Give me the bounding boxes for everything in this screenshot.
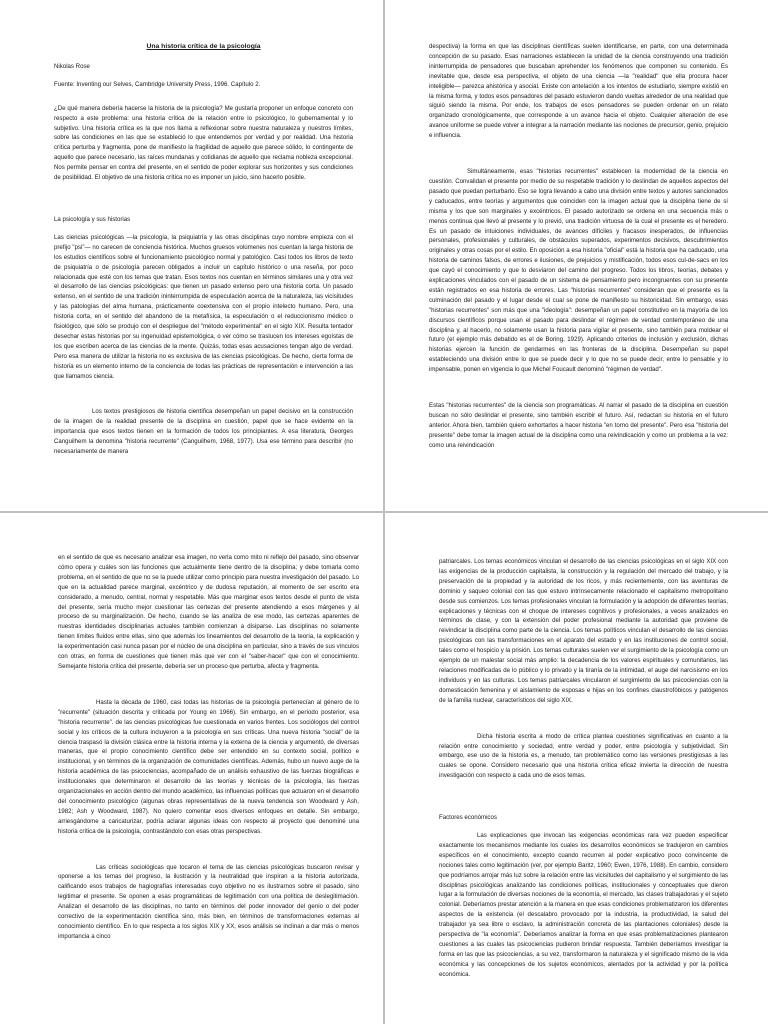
source-line: Fuente: Inventing our Selves, Cambridge University Press, 1996. Capítulo 2.	[54, 80, 261, 88]
body-paragraph: Dicha historia escrita a modo de crítica plantea cuestiones significativas en cuanto a la relación entre conocimiento y sociedad, entre verdad y poder, entre psicología y subjetividad. Sin embargo, ese uso de la historia es, a menudo, tan problemático como las versiones prestigiosas a las cuales se opone. Considero necesario que una historia crítica eficaz invierta la dirección de nuestra investigación con respecto a cada uno de esos temas.	[439, 732, 728, 780]
spacer	[429, 387, 728, 401]
body-paragraph: Las ciencias psicológicas —la psicología, la psiquiatría y las otras disciplinas cuyo nombre empieza con el prefijo "psi"— no carecen de conciencia histórica. Muchos gruesos volúmenes nos cuentan la larga historia de los estudios científicos sobre el funcionamiento psicológico normal y patológico. Casi todos los libros de texto de psiquiatría o de psicología parecen obligados a incluir un capítulo histórico o una reseña, por poco relacionada que esté con los temas que tratan. Esos textos nos cuentan en términos similares una y otra vez el desarrollo de las ciencias psicológicas: que tienen un pasado extenso pero una historia corta. Un pasado extenso, en el sentido de una tradición ininterrumpida de especulación acerca de la naturaleza, las vicisitudes y las patologías del alma humana, prácticamente coextensiva con el propio intelecto humano. Pero, una historia corta, en el sentido del abandono de la metafísica, la especulación o el reduccionismo médico o fisiológico, que sólo se produjo con el despliegue del "método experimental" en el siglo XIX. Resulta tentador desechar estas historias por su ingenuidad epistemológica, o ver cómo se traslucen los intereses egoístas de los que escriben acerca de las ciencias de la mente. Quizás, todas esas acusaciones tengan algo de verdad. Pero esa manera de utilizar la historia no es exclusiva de las ciencias psicológicas. De hecho, cierta forma de historia es un elemento interno de la conciencia de todas las prácticas de representación e intervención a las que llamamos ciencia.	[54, 233, 353, 380]
section-heading: Factores económicos	[439, 814, 497, 822]
document-title: Una historia crítica de la psicología	[146, 43, 261, 50]
spacer	[54, 72, 353, 80]
body-paragraph: Hasta la década de 1960, casi todas las historias de la psicología pertenecían al género de lo "recurrente" (situación descrita y criticada por Young en 1966). Sin embargo, en el período posterior, esa "historia recurrente". de las ciencias psicológicas fue cuestionada en varios frentes. Los sociólogos del control social y los críticos de la cultura incluyeron a la psicología en sus críticas. Una nueva historia "social" de la ciencia traspasó la división clásica entre la historia interna y la externa de la ciencia y argumentó, de diversas maneras, que el propio conocimiento científico debe ser entendido en su contexto social, político e institucional, y en términos de la organización de comunidades científicas. Además, hubo un nuevo auge de la historia académica de las psicociencias, acompañado de un análisis exhaustivo de las fuerzas biográficas e institucionales que determinaron el desarrollo de las teorías y técnicas de la psicología, las fuerzas organizacionales en acción dentro del mundo académico, las influencias políticas que actuaron en el desarrollo del conocimiento psicológico (algunas obras representativas de la nueva tendencia son Woodward y Ash, 1982; Ash y Woodward, 1987). No quiero comentar esos diversos enfoques en detalle. Sin embargo, arriesgándome a caricaturizar, podría aclarar algunas ideas con respecto al proyecto que denominé una historia crítica de la psicología, contrastándolo con esas otras perspectivas.	[58, 698, 359, 835]
body-paragraph: Estas "historias recurrentes" de la ciencia son programáticas. Al narrar el pasado de la disciplina en cuestión buscan no sólo deslindar el presente, sino también escribir el futuro. Así, redactan su historia en el futuro anterior. Ahora bien, también quiero exhortarlos a hacer historia "en torno del presente". Pero esa "historia del presente" debe tomar la imagen actual de la disciplina como una reivindicación y como un problema a la vez: como una reivindicación	[429, 402, 728, 449]
spacer	[54, 393, 353, 407]
page-4	[385, 513, 768, 1024]
author-line: Nikolas Rose	[54, 62, 90, 70]
body-paragraph: en el sentido de que es necesario analizar esa imagen, no verla como mito ni reflejo del pasado, sino observar cómo opera y cuáles son las funciones que actualmente tiene dentro de la disciplina; y debe tomarla como problema, en el sentido de que no se la puede utilizar como principio para nuestra investigación del pasado. Lo que en la actualidad parece marginal, excéntrico y de dudosa reputación, al momento de ser escrito era considerado, a menudo, central, normal y respetable. Más que marginar esos textos desde el punto de vista del presente, sería mucho mejor cuestionar las certezas del presente atendiendo a esos márgenes y al proceso de su marginalización. De hecho, cuando se las analiza de ese modo, las certezas aparentes de nuestras identidades disciplinarias actuales también comienzan a disiparse. Las disciplinas no solamente tienen límites fluidos entre ellas, sino que además los lineamientos del desarrollo de la teoría, la explicación y la experimentación casi nunca pasan por el núcleo de una disciplina en particular, sino a través de sus vínculos con otras, en forma de cuestiones que tienen más que ver con el "saber-hacer" que con el conocimiento. Semejante historia crítica del presente, debería ser un proceso que perturba, afecta y fragmenta.	[58, 554, 359, 670]
spacer	[58, 849, 359, 863]
spacer	[54, 195, 353, 209]
section-heading: La psicología y sus historias	[54, 215, 131, 223]
page-3	[0, 513, 383, 1024]
page-2	[385, 0, 768, 511]
body-paragraph: Simultáneamente, esas "historias recurrentes" establecen la modernidad de la ciencia en cuestión. Convalidan el presente por medio de su respetable tradición y lo deslindan de aquellos aspectos del pasado que puedan perturbarlo. Eso se logra llevando a cabo una división entre textos y autores sancionados y caducados, entre teorías y argumentos que coinciden con la imagen actual que la disciplina tiene de sí misma y los que son marginales y excéntricos. El pasado autorizado se ordena en una secuencia más o menos continua que llevó al presente y lo previó, una tradición virtuosa de la cual el presente es el heredero. Es un pasado de intuiciones individuales, de avances difíciles y fracasos inesperados, de influencias personales, profesionales y culturales, de obstáculos superados, experimentos decisivos, descubrimientos originales y otras cosas por el estilo. En oposición a esa historia "oficial" está la historia que ha caducado, una historia de caminos falsos, de errores e ilusiones, de prejuicios y mistificación, todos esos cul-de-sacs en los que cayó el conocimiento y que lo desviaron del camino del progreso. Todos los libros, teorías, debates y explicaciones vinculados con el pasado de un sistema de pensamiento pero incongruentes con su presente están registrados en esa historia de errores. Las "historias recurrentes" consideran que el presente es la culminación del pasado y el lugar desde el cual se pone de manifiesto su historicidad. Sin embargo, esas "historias recurrentes" son más que una "ideología": desempeñan un papel constitutivo en la mayoría de los discursos científicos porque usan el pasado para deslindar el régimen de verdad contemporáneo de una disciplina y, al hacerlo, no solamente usan la historia para vigilar el presente, sino también para moldear el futuro (el ejemplo más debatido es el de Boring, 1929). Aplicando criterios de inclusión y exclusión, dichas historias ejercen la función de gendarmes en las fronteras de la disciplina. Desempeñan su papel estableciendo una división entre lo que se puede decir y lo que no se puede decir, entre lo pensable y lo impensable, ponen en vigencia lo que Michel Foucault denominó "régimen de verdad".	[429, 168, 728, 374]
body-paragraph: Las explicaciones que invocan las exigencias económicas rara vez pueden especificar exactamente los mecanismos mediante los cuales los desarrollos económicos se tradujeron en cambios específicos en el conocimiento, excepto cuando recurren al poder explicativo poco convincente de nociones tales como legitimación (ver, por ejemplo Baritz, 1960; Ewen, 1976, 1988). En cambio, considero que podríamos arrojar más luz sobre la relación entre las vicisitudes del capitalismo y el surgimiento de las disciplinas psicológicas analizando las condiciones políticas, institucionales y conceptuales que dieron lugar a la formulación de diversas nociones de la economía, el mercado, las clases trabajadoras y el sujeto colonial. Deberíamos prestar atención a la manera en que esas condiciones problematizaron los diferentes aspectos de la existencia (el descalabro provocado por la industria, la productividad, la salud del trabajador ya sea libre o esclavo, la administración concreta de las plantaciones coloniales) desde la perspectiva de "la economía". Deberíamos analizar la forma en que esas problematizaciones plantearon cuestiones a las cuales las psicociencias pudieron brindar respuesta. También deberíamos investigar la forma en las que las psicociencias, a su vez, transformaron la naturaleza y el significado mismo de la vida económica y las concepciones de los sujetos económicos, alentados por la actividad y por la política económica.	[439, 832, 728, 978]
intro-paragraph: ¿De qué manera debería hacerse la historia de la psicología? Me gustaría proponer un enfoque concreto con respecto a este problema: una historia crítica de la relación entre lo psicológico, lo gubernamental y lo subjetivo. Una historia crítica es la que nos llama a reflexionar sobre nuestra naturaleza y nuestros límites, sobre las condiciones en las que se estableció lo que entendemos por verdad y por realidad. Una historia crítica perturba y fragmenta, pone de manifiesto la fragilidad de aquello que parece sólido, lo contingente de aquello que parece necesario, las raíces mundanas y cotidianas de aquello que reclama nobleza excepcional. Nos permite pensar en contra del presente, en el sentido de poder explorar sus horizontes y sus condiciones de posibilidad. El objetivo de una historia crítica no es imponer un juicio, sino hacerlo posible.	[54, 104, 353, 182]
body-paragraph: patriarcales. Los temas económicos vinculan el desarrollo de las ciencias psicológicas en el siglo XIX con las exigencias de la producción capitalista, la construcción y la regulación del mercado del trabajo, y la preservación de la propiedad y la autoridad de los ricos, y más recientemente, con las aventuras de dominio y saqueo colonial con las que estuvo intrínsecamente relacionado el capitalismo metropolitano desde sus comienzos. Los temas profesionales vinculan la formulación y la adopción de diferentes teorías, explicaciones y técnicas con el choque de intereses cognitivos y profesionales, a veces analizados en términos de clase, y con la extensión del poder profesional mediante la autoridad que proviene de reivindicar la disciplina como parte de la ciencia. Los temas políticos vinculan el desarrollo de las ciencias psicológicas con las transformaciones en el aparato del estado y en las instituciones de control social, tales como el hospicio y la prisión. Los temas culturales suelen ver el surgimiento de la psicología como un ejemplo de un malestar social más amplio: la decadencia de los valores espirituales y comunitarios, las relaciones modificadas de lo público y lo privado y la tiranía de la intimidad, el auge del narcisismo en los individuos y en las culturas. Los temas patriarcales vincularon el surgimiento de las psicociencias con la domesticación femenina y el aislamiento de esposas e hijas en los confines claustrofóbicos y patógenos de la familia nuclear, característicos del siglo XIX.	[439, 558, 728, 704]
spacer	[54, 90, 353, 104]
page-1	[0, 0, 383, 511]
spacer	[439, 718, 728, 732]
page-3-content	[58, 553, 359, 1024]
body-paragraph: Las críticas sociológicas que tocaron el tema de las ciencias psicológicas buscaron revisar y oponerse a los temas del progreso, la ilustración y la neutralidad que inspiran a la historia autorizada, calificando esos trabajos de hagiografías interesadas cuyo objetivo no es ilustrarnos sobre el pasado, sino legitimar el presente. Se oponen a esas programáticas de legitimación con una política de deslegitimación. Analizan el desarrollo de las disciplinas, no tanto en términos del poder innovador del genio o del poder correctivo de la experimentación científica sino, más bien, en términos de transformaciones externas al conocimiento científico. En lo que respecta a los siglos XIX y XX, esos análisis se inclinan a dar más o menos importancia a cinco	[58, 863, 359, 940]
page-2-content	[429, 42, 728, 511]
body-paragraph: despectiva) la forma en que las disciplinas científicas suelen identificarse, en parte, con una determinada concepción de su pasado. Esas narraciones establecen la unidad de la ciencia construyendo una tradición ininterrumpida de pensadores que buscaban aprehender los fenómenos que componen su contenido. Es inevitable que, desde esa perspectiva, el objeto de una ciencia —la "realidad" que ella procura hacer inteligible— parezca ahistórica y asocial. Existe con antelación a los intentos de estudiarlo, siempre existió en la misma forma, y todos esos pensadores del pasado estuvieron dando vueltas alrededor de una realidad que siguió siendo la misma. Por ende, los trabajos de esos pensadores se pueden ordenar en un relato organizado cronológicamente, que corresponde a un avance hacia el objeto. Cualquier alteración de ese avance uniforme se puede volver a integrar a la narración mediante las nociones de precursor, genio, prejuicio e influencia.	[429, 43, 728, 140]
spacer	[439, 793, 728, 807]
spacer	[58, 684, 359, 698]
body-paragraph: Los textos prestigiosos de historia científica desempeñan un papel decisivo en la construcción de la imagen de la realidad presente de la disciplina en cuestión, papel que se hace evidente en la importancia que esos textos tienen en la formación de todos los principiantes. A esa literatura, Georges Canguilhem la denomina "historia recurrente" (Canguilhem, 1968, 1977). Usa ese término para describir (no necesariamente de manera	[54, 408, 353, 456]
page-4-content	[439, 557, 728, 1024]
spacer	[429, 153, 728, 167]
page-1-content	[54, 42, 353, 511]
